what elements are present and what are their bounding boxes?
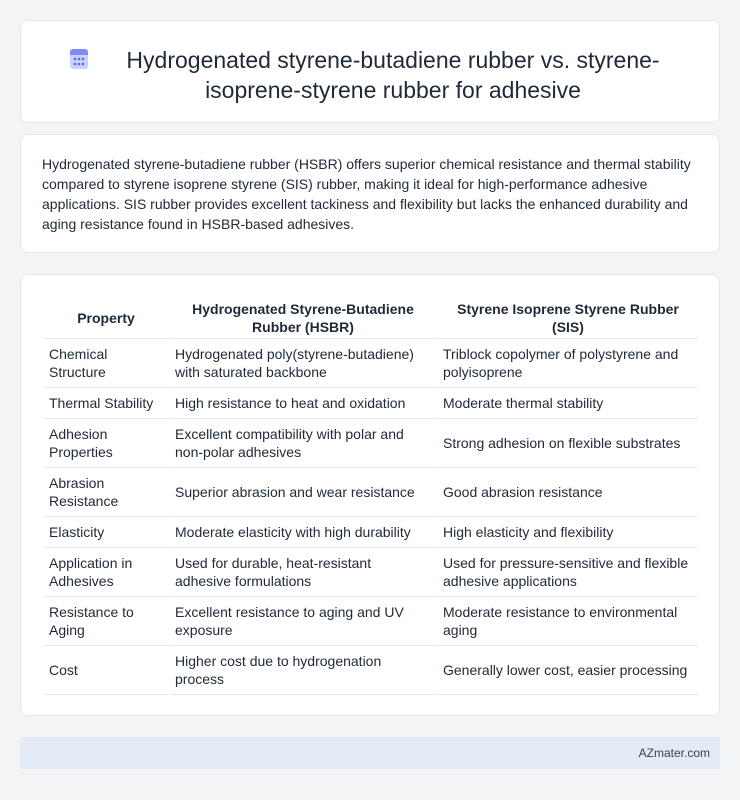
property-cell: Application in Adhesives (44, 548, 168, 597)
header-sis: Styrene Isoprene Styrene Rubber (SIS) (438, 297, 698, 339)
property-cell: Cost (44, 646, 168, 695)
table-row (44, 419, 698, 468)
property-cell: Adhesion Properties (44, 419, 168, 468)
hsbr-cell: Moderate elasticity with high durability (170, 517, 436, 548)
property-cell: Chemical Structure (44, 339, 168, 388)
hsbr-cell: Used for durable, heat-resistant adhesive formulations (170, 548, 436, 597)
sis-cell: Triblock copolymer of polystyrene and polyisoprene (438, 339, 698, 388)
sis-cell: Generally lower cost, easier processing (438, 646, 698, 695)
footer-bar (20, 737, 720, 769)
comparison-table (42, 297, 700, 695)
sis-cell: High elasticity and flexibility (438, 517, 698, 548)
sis-cell: Good abrasion resistance (438, 468, 698, 517)
sis-cell: Strong adhesion on flexible substrates (438, 419, 698, 468)
sis-cell: Moderate thermal stability (438, 388, 698, 419)
hsbr-cell: Superior abrasion and wear resistance (170, 468, 436, 517)
summary-card (20, 134, 720, 253)
hsbr-cell: Excellent resistance to aging and UV exposure (170, 597, 436, 646)
table-row (44, 517, 698, 548)
table-row (44, 468, 698, 517)
title-card (20, 20, 720, 123)
comparison-table-card (20, 274, 720, 716)
table-row (44, 339, 698, 388)
hsbr-cell: Hydrogenated poly(styrene-butadiene) with saturated backbone (170, 339, 436, 388)
property-cell: Elasticity (44, 517, 168, 548)
hsbr-cell: Higher cost due to hydrogenation process (170, 646, 436, 695)
hsbr-cell: Excellent compatibility with polar and non-polar adhesives (170, 419, 436, 468)
title-row (21, 45, 719, 105)
property-cell: Thermal Stability (44, 388, 168, 419)
header-property: Property (44, 297, 168, 339)
table-row (44, 646, 698, 695)
page-title: Hydrogenated styrene-butadiene rubber vs. styrene-isoprene-styrene rubber for adhesive (126, 47, 660, 103)
table-row (44, 388, 698, 419)
table-row (44, 548, 698, 597)
summary-text: Hydrogenated styrene-butadiene rubber (HSBR) offers superior chemical resistance and thermal stability compared to styrene isoprene styrene (SIS) rubber, making it ideal for high-performance adhesive applications. SIS rubber provides excellent tackiness and flexibility but lacks the enhanced durability and aging resistance found in HSBR-based adhesives. (42, 156, 691, 232)
sis-cell: Moderate resistance to environmental aging (438, 597, 698, 646)
sis-cell: Used for pressure-sensitive and flexible adhesive applications (438, 548, 698, 597)
document-icon (67, 47, 91, 71)
footer-brand: AZmater.com (638, 746, 710, 760)
hsbr-cell: High resistance to heat and oxidation (170, 388, 436, 419)
table-header-row (44, 297, 698, 339)
table-row (44, 597, 698, 646)
header-hsbr: Hydrogenated Styrene-Butadiene Rubber (HSBR) (170, 297, 436, 339)
property-cell: Resistance to Aging (44, 597, 168, 646)
property-cell: Abrasion Resistance (44, 468, 168, 517)
